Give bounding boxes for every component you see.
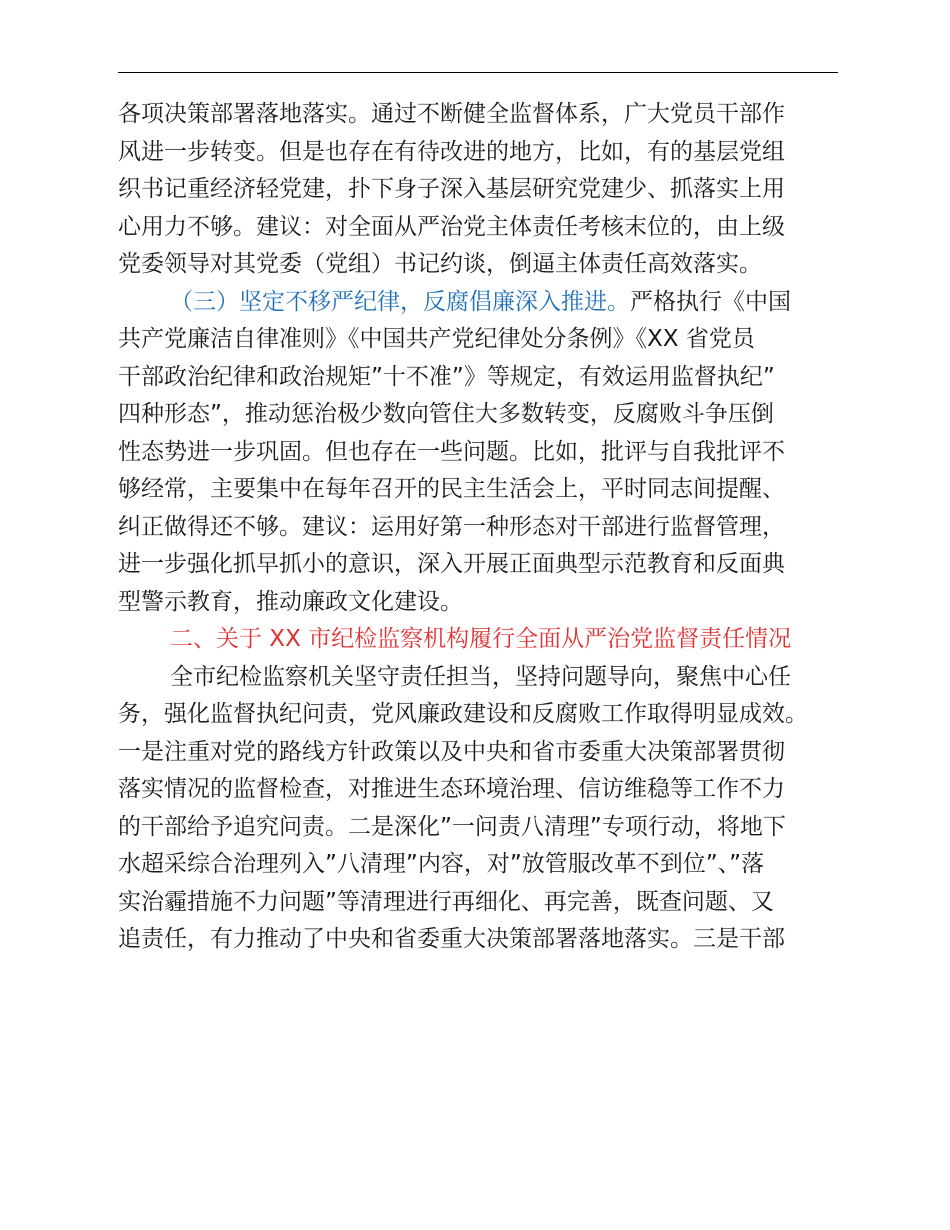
paragraph-line: 落实情况的监督检查，对推进生态环境治理、信访维稳等工作不力 <box>118 776 785 802</box>
paragraph-line: 织书记重经济轻党建，扑下身子深入基层研究党建少、抓落实上用 <box>118 176 785 202</box>
paragraph-line: 务，强化监督执纪问责，党风廉政建设和反腐败工作取得明显成效。 <box>118 701 808 727</box>
paragraph-line: 全市纪检监察机关坚守责任担当，坚持问题导向，聚焦中心任 <box>170 663 791 690</box>
document-body <box>118 96 840 959</box>
paragraph-line: 四种形态”，推动惩治极少数向管住大多数转变，反腐败斗争压倒 <box>118 401 774 427</box>
paragraph-line: 的干部给予追究问责。二是深化”一问责八清理”专项行动，将地下 <box>118 813 786 840</box>
section-3-heading: （三）坚定不移严纪律，反腐倡廉深入推进。 <box>170 288 630 315</box>
paragraph-line: 性态势进一步巩固。但也存在一些问题。比如，批评与自我批评不 <box>118 438 785 465</box>
paragraph-line: 风进一步转变。但是也存在有待改进的地方，比如，有的基层党组 <box>118 138 785 165</box>
paragraph-line: 党委领导对其党委（党组）书记约谈，倒逼主体责任高效落实。 <box>118 251 762 277</box>
paragraph-line: 干部政治纪律和政治规矩”十不准”》等规定，有效运用监督执纪” <box>118 363 775 390</box>
paragraph-line: 水超采综合治理列入”八清理”内容，对”放管服改革不到位”、”落 <box>118 851 765 877</box>
paragraph-line: 型警示教育，推动廉政文化建设。 <box>118 588 463 615</box>
paragraph-line: 够经常，主要集中在每年召开的民主生活会上，平时同志间提醒、 <box>118 476 785 502</box>
paragraph-line: 一是注重对党的路线方针政策以及中央和省市委重大决策部署贯彻 <box>118 738 785 765</box>
paragraph-line: 各项决策部署落地落实。通过不断健全监督体系，广大党员干部作 <box>118 101 785 127</box>
header-rule <box>118 72 838 73</box>
paragraph-line: 进一步强化抓早抓小的意识，深入开展正面典型示范教育和反面典 <box>118 551 785 577</box>
paragraph-line: 实治霾措施不力问题”等清理进行再细化、再完善，既查问题、又 <box>118 888 774 915</box>
section-3-first-line <box>118 284 840 322</box>
paragraph-line: 心用力不够。建议：对全面从严治党主体责任考核末位的，由上级 <box>118 213 785 240</box>
paragraph-line: 纠正做得还不够。建议：运用好第一种形态对干部进行监督管理， <box>118 513 785 540</box>
paragraph-line: 追责任，有力推动了中央和省委重大决策部署落地落实。三是干部 <box>118 926 785 952</box>
part-2-heading: 二、关于 XX 市纪检监察机构履行全面从严治党监督责任情况 <box>170 626 792 652</box>
paragraph-line: 共产党廉洁自律准则》《中国共产党纪律处分条例》《XX 省党员 <box>118 326 755 352</box>
section-3-first-line-rest: 严格执行《中国 <box>630 288 791 315</box>
